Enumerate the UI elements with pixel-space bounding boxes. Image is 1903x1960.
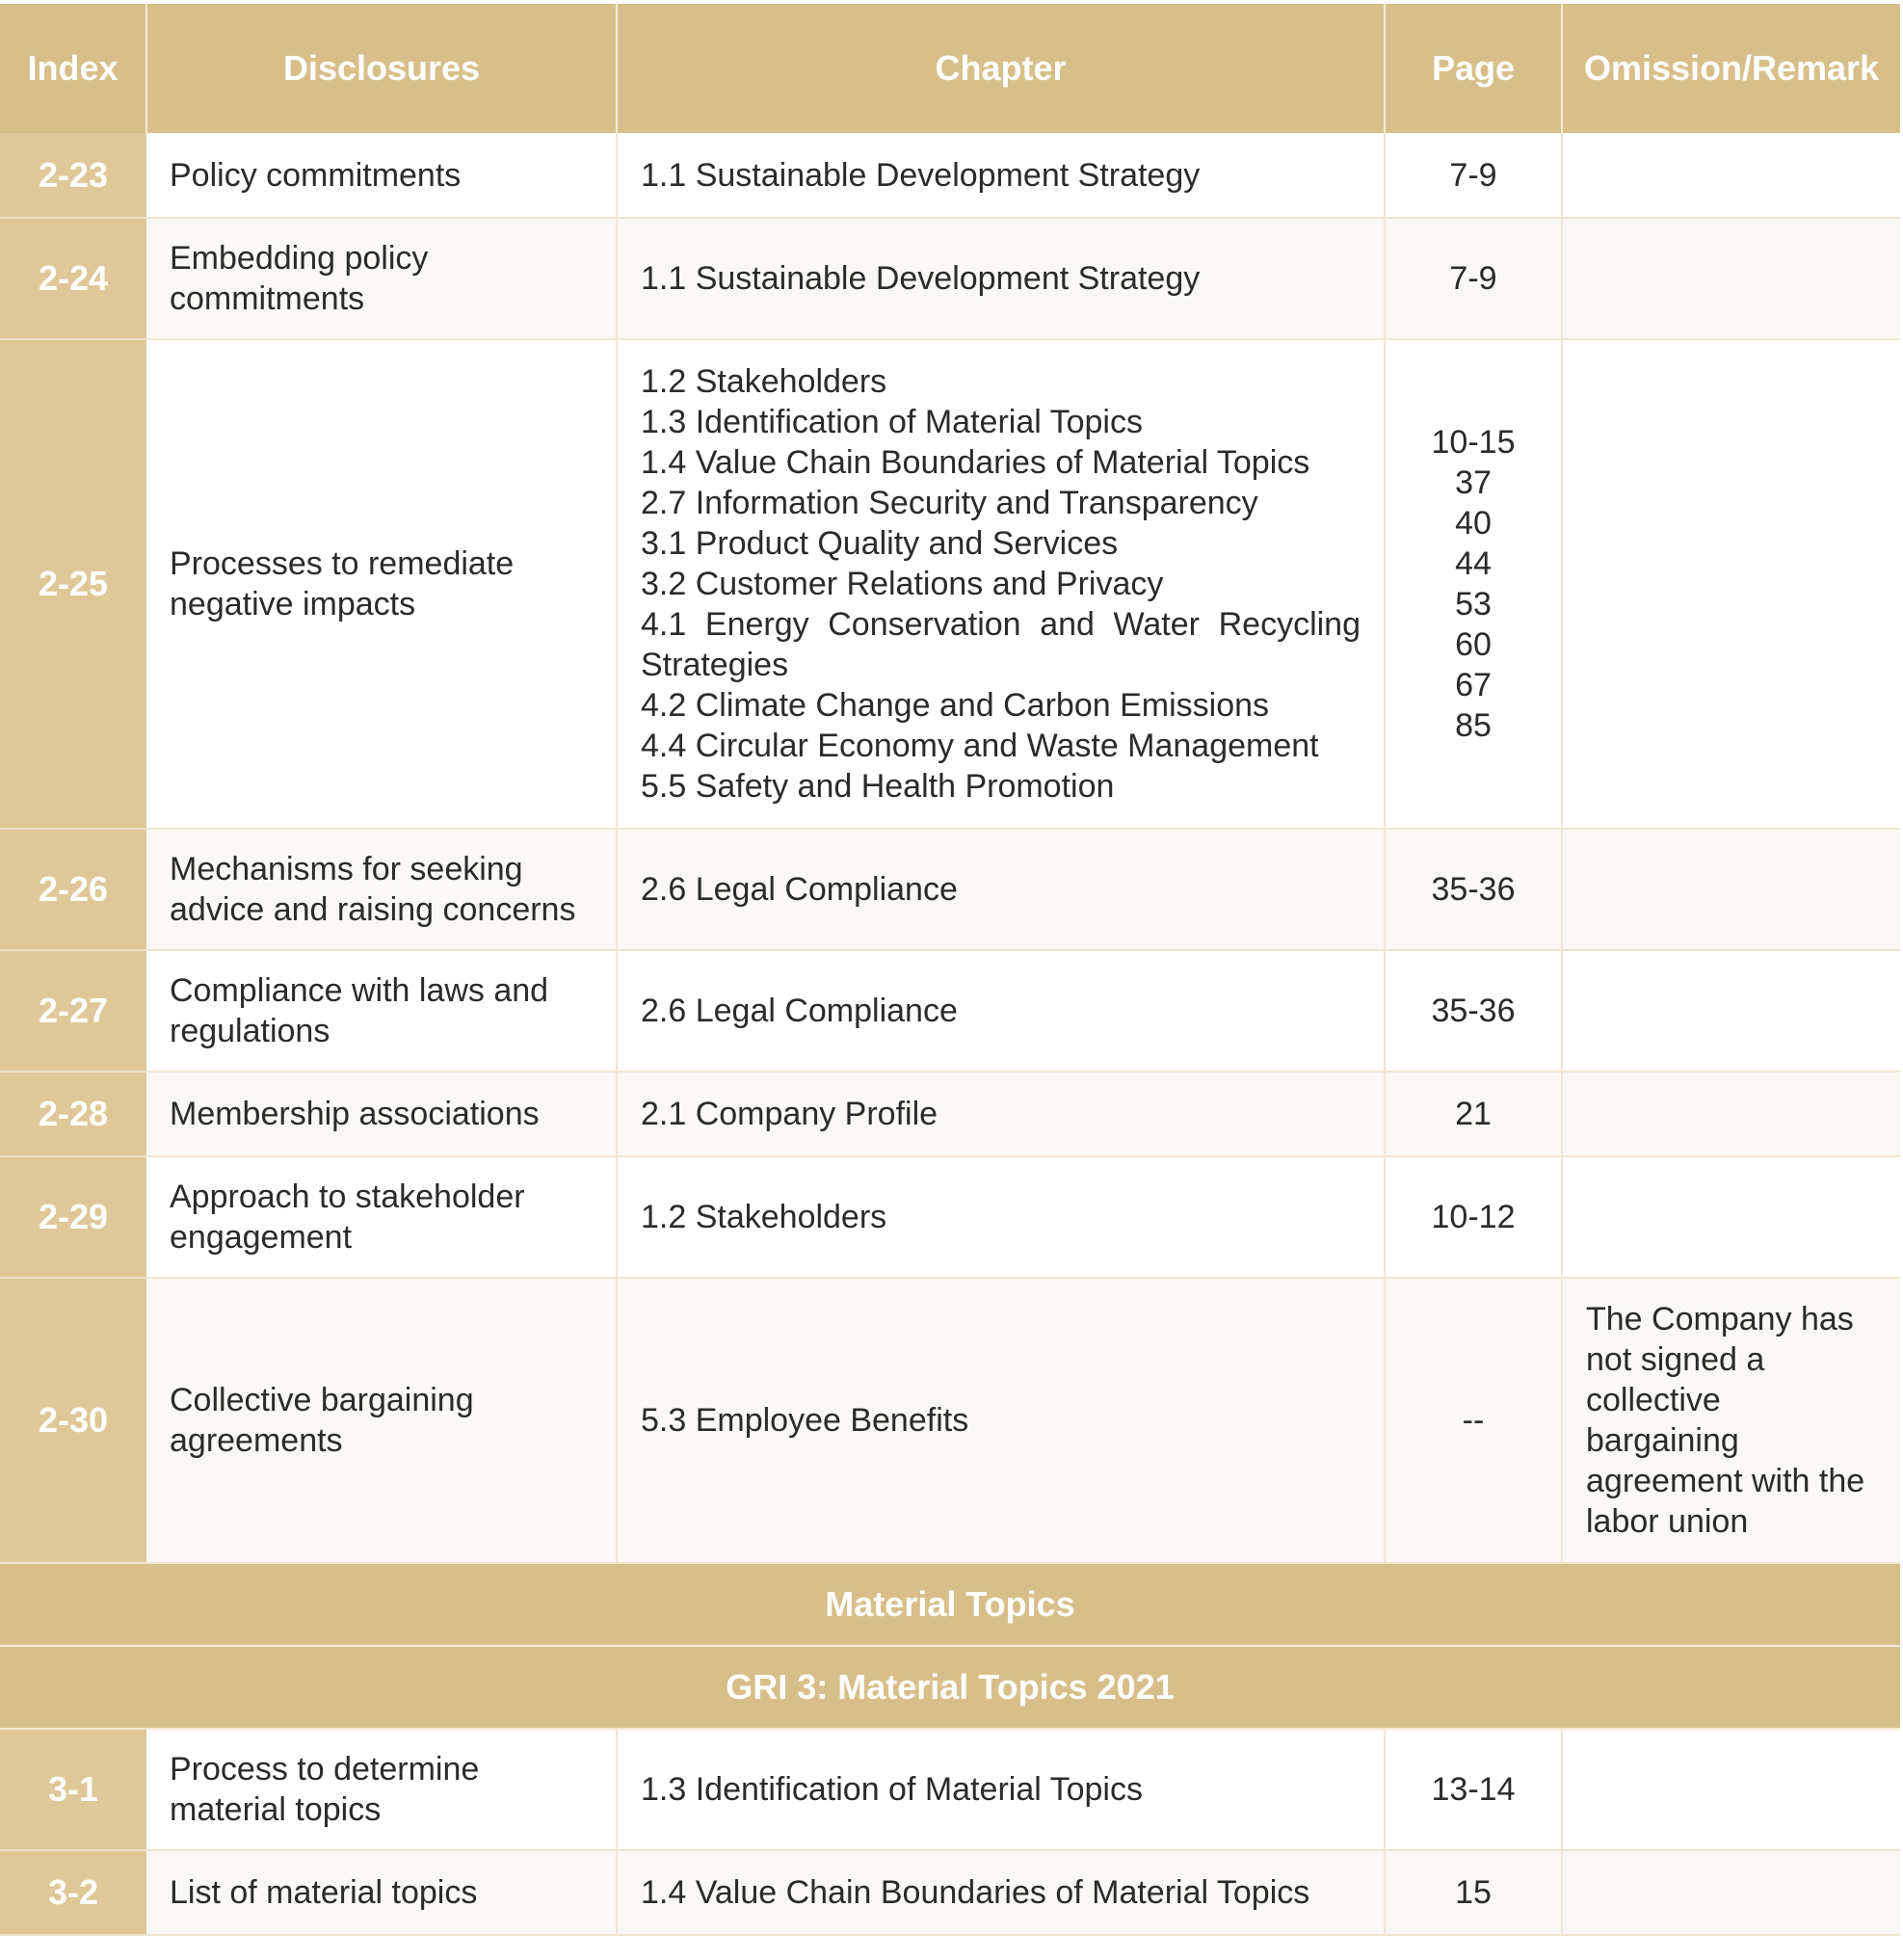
page-line: 10-12 bbox=[1431, 1199, 1516, 1235]
row-disclosure: Collective bargaining agreements bbox=[146, 1278, 617, 1563]
row-remark bbox=[1562, 1850, 1900, 1935]
table-row bbox=[0, 1850, 1900, 1935]
row-remark bbox=[1562, 339, 1900, 829]
section-header-gri3 bbox=[0, 1646, 1900, 1729]
header-omission-remark: Omission/Remark bbox=[1562, 4, 1900, 133]
section-header-material-topics bbox=[0, 1563, 1900, 1646]
section-title: GRI 3: Material Topics 2021 bbox=[0, 1646, 1900, 1729]
row-index: 2-27 bbox=[0, 950, 146, 1072]
row-remark bbox=[1562, 218, 1900, 339]
chapter-line: 1.4 Value Chain Boundaries of Material Topics bbox=[641, 444, 1310, 481]
row-page bbox=[1385, 1156, 1562, 1278]
row-disclosure: Processes to remediate negative impacts bbox=[146, 339, 617, 829]
page-line: 7-9 bbox=[1449, 156, 1497, 194]
row-page bbox=[1385, 218, 1562, 339]
page-line: 85 bbox=[1455, 707, 1492, 744]
row-disclosure: List of material topics bbox=[146, 1850, 617, 1935]
chapter-line: 1.2 Stakeholders bbox=[641, 1199, 887, 1235]
row-chapter bbox=[617, 1278, 1385, 1563]
table-row bbox=[0, 339, 1900, 829]
row-index: 2-29 bbox=[0, 1156, 146, 1278]
table-row bbox=[0, 1156, 1900, 1278]
header-page: Page bbox=[1385, 4, 1562, 133]
table-row bbox=[0, 1072, 1900, 1156]
chapter-line: 3.2 Customer Relations and Privacy bbox=[641, 566, 1164, 602]
page-line: 35-36 bbox=[1431, 871, 1516, 908]
page-line: 67 bbox=[1455, 667, 1492, 703]
table-header bbox=[0, 4, 1900, 133]
row-page bbox=[1385, 1850, 1562, 1935]
chapter-line: 1.3 Identification of Material Topics bbox=[641, 1771, 1143, 1808]
section-title: Material Topics bbox=[0, 1563, 1900, 1646]
row-remark bbox=[1562, 1156, 1900, 1278]
row-index: 2-30 bbox=[0, 1278, 146, 1563]
row-disclosure: Mechanisms for seeking advice and raising concerns bbox=[146, 829, 617, 950]
row-chapter bbox=[617, 1156, 1385, 1278]
row-chapter bbox=[617, 829, 1385, 950]
row-index: 2-26 bbox=[0, 829, 146, 950]
gri-content-index-table bbox=[0, 4, 1900, 1936]
row-remark: The Company has not signed a collective bargaining agreement with the labor union bbox=[1562, 1278, 1900, 1563]
row-disclosure: Compliance with laws and regulations bbox=[146, 950, 617, 1072]
row-index: 3-2 bbox=[0, 1850, 146, 1935]
table-row bbox=[0, 1278, 1900, 1563]
row-page bbox=[1385, 829, 1562, 950]
chapter-line: 2.1 Company Profile bbox=[641, 1096, 938, 1132]
row-chapter bbox=[617, 133, 1385, 218]
row-remark bbox=[1562, 133, 1900, 218]
row-page bbox=[1385, 133, 1562, 218]
table-body bbox=[0, 133, 1900, 1935]
chapter-line: 4.2 Climate Change and Carbon Emissions bbox=[641, 687, 1270, 724]
row-chapter bbox=[617, 218, 1385, 339]
table-row bbox=[0, 950, 1900, 1072]
row-index: 2-23 bbox=[0, 133, 146, 218]
row-chapter bbox=[617, 950, 1385, 1072]
row-disclosure: Process to determine material topics bbox=[146, 1729, 617, 1850]
page-line: 35-36 bbox=[1431, 993, 1516, 1029]
row-remark bbox=[1562, 1072, 1900, 1156]
row-disclosure: Policy commitments bbox=[146, 133, 617, 218]
row-remark bbox=[1562, 1729, 1900, 1850]
row-chapter bbox=[617, 1072, 1385, 1156]
header-disclosures: Disclosures bbox=[146, 4, 617, 133]
page-line: 21 bbox=[1455, 1096, 1492, 1132]
page-line: 15 bbox=[1455, 1874, 1492, 1911]
page-line: 60 bbox=[1455, 626, 1492, 663]
row-page bbox=[1385, 339, 1562, 829]
page-line: 40 bbox=[1455, 505, 1492, 542]
table-row bbox=[0, 133, 1900, 218]
row-chapter bbox=[617, 1729, 1385, 1850]
table-row bbox=[0, 829, 1900, 950]
chapter-line: 1.3 Identification of Material Topics bbox=[641, 404, 1143, 440]
row-page bbox=[1385, 1278, 1562, 1563]
page-line: 7-9 bbox=[1449, 260, 1497, 297]
page-line: 37 bbox=[1455, 464, 1492, 501]
table-row bbox=[0, 1729, 1900, 1850]
row-remark bbox=[1562, 829, 1900, 950]
chapter-line: 1.4 Value Chain Boundaries of Material Topics bbox=[641, 1874, 1310, 1911]
row-index: 2-24 bbox=[0, 218, 146, 339]
chapter-line: 1.1 Sustainable Development Strategy bbox=[641, 260, 1201, 297]
row-page bbox=[1385, 1072, 1562, 1156]
row-disclosure: Approach to stakeholder engagement bbox=[146, 1156, 617, 1278]
page-line: 53 bbox=[1455, 586, 1492, 622]
chapter-line: 1.1 Sustainable Development Strategy bbox=[641, 156, 1201, 194]
chapter-line: 4.4 Circular Economy and Waste Management bbox=[641, 728, 1319, 764]
page-line: 10-15 bbox=[1431, 424, 1516, 461]
row-index: 2-25 bbox=[0, 339, 146, 829]
row-chapter bbox=[617, 1850, 1385, 1935]
row-remark bbox=[1562, 950, 1900, 1072]
row-disclosure: Membership associations bbox=[146, 1072, 617, 1156]
chapter-line: 2.6 Legal Compliance bbox=[641, 871, 958, 908]
header-index: Index bbox=[0, 4, 146, 133]
row-disclosure: Embedding policy commitments bbox=[146, 218, 617, 339]
row-page bbox=[1385, 950, 1562, 1072]
row-index: 2-28 bbox=[0, 1072, 146, 1156]
table-row bbox=[0, 218, 1900, 339]
chapter-line: 2.6 Legal Compliance bbox=[641, 993, 958, 1029]
row-chapter bbox=[617, 339, 1385, 829]
page-line: 44 bbox=[1455, 545, 1492, 582]
row-index: 3-1 bbox=[0, 1729, 146, 1850]
page-line: 13-14 bbox=[1431, 1771, 1516, 1808]
chapter-line: 5.3 Employee Benefits bbox=[641, 1402, 969, 1439]
header-chapter: Chapter bbox=[617, 4, 1385, 133]
page-line: -- bbox=[1462, 1402, 1485, 1439]
chapter-line: 4.1 Energy Conservation and Water Recycling Strategies bbox=[641, 606, 1361, 683]
chapter-line: 3.1 Product Quality and Services bbox=[641, 525, 1119, 562]
chapter-line: 5.5 Safety and Health Promotion bbox=[641, 768, 1115, 805]
chapter-line: 1.2 Stakeholders bbox=[641, 363, 887, 400]
chapter-line: 2.7 Information Security and Transparency bbox=[641, 485, 1258, 521]
row-page bbox=[1385, 1729, 1562, 1850]
